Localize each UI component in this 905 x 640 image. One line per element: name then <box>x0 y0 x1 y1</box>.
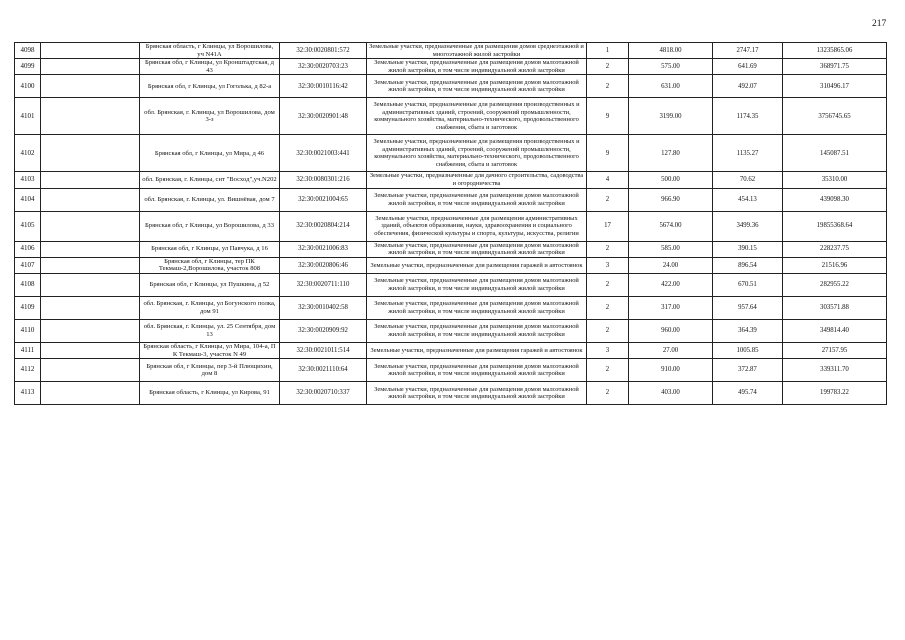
group-code-cell: 2 <box>587 241 629 257</box>
land-use-cell: Земельные участки, предназначенные для размещения гаражей и автостоянок <box>367 342 587 358</box>
cadastral-number-cell: 32:30:0010116:42 <box>280 75 367 98</box>
cadastral-number-cell: 32:30:0021110:64 <box>280 359 367 382</box>
row-number-cell: 4108 <box>15 273 41 296</box>
cadastral-value-cell: 27157.95 <box>783 342 887 358</box>
cadastral-number-cell: 32:30:0020703:23 <box>280 59 367 75</box>
address-cell: Брянская область, г Клинцы, ул Ворошилова, уч N41А <box>140 43 280 59</box>
address-cell: Брянская обл, г Клинцы, ул Павчука, д 16 <box>140 241 280 257</box>
group-code-cell: 2 <box>587 296 629 319</box>
group-code-cell: 2 <box>587 188 629 211</box>
cadastral-number-cell: 32:30:0010402:58 <box>280 296 367 319</box>
spacer-cell <box>41 241 140 257</box>
unit-value-cell: 2747.17 <box>713 43 783 59</box>
address-cell: обл. Брянская, г. Клинцы, ул Ворошилова, дом 3-з <box>140 98 280 135</box>
unit-value-cell: 3499.36 <box>713 211 783 241</box>
cadastral-value-cell: 13235865.06 <box>783 43 887 59</box>
cadastral-number-cell: 32:30:0021006:83 <box>280 241 367 257</box>
unit-value-cell: 364.39 <box>713 319 783 342</box>
cadastral-value-cell: 3756745.65 <box>783 98 887 135</box>
table-body <box>15 43 887 405</box>
group-code-cell: 1 <box>587 43 629 59</box>
cadastral-value-cell: 339311.70 <box>783 359 887 382</box>
page-number: 217 <box>872 19 887 29</box>
group-code-cell: 9 <box>587 135 629 172</box>
cadastral-value-cell: 439098.30 <box>783 188 887 211</box>
cadastral-number-cell: 32:30:0020806:46 <box>280 257 367 273</box>
spacer-cell <box>41 75 140 98</box>
table-row <box>15 342 887 358</box>
address-cell: обл. Брянская, г. Клинцы, ул. 25 Сентября, дом 13 <box>140 319 280 342</box>
area-cell: 575.00 <box>629 59 713 75</box>
table-row <box>15 98 887 135</box>
area-cell: 27.00 <box>629 342 713 358</box>
row-number-cell: 4112 <box>15 359 41 382</box>
cadastral-value-cell: 310496.17 <box>783 75 887 98</box>
spacer-cell <box>41 211 140 241</box>
table-row <box>15 296 887 319</box>
land-use-cell: Земельные участки, предназначенные для размещения домов малоэтажной жилой застройки, в том числе индивидуальной жилой застройки <box>367 319 587 342</box>
cadastral-number-cell: 32:30:0080301:216 <box>280 172 367 188</box>
table-row <box>15 241 887 257</box>
cadastral-value-cell: 303571.88 <box>783 296 887 319</box>
land-use-cell: Земельные участки, предназначенные для размещения производственных и административных зданий, строений, сооружений промышленности, коммунального хозяйства, материально-технического, продовольственного снабжения, сбыта и заготовок <box>367 98 587 135</box>
area-cell: 966.90 <box>629 188 713 211</box>
row-number-cell: 4109 <box>15 296 41 319</box>
group-code-cell: 17 <box>587 211 629 241</box>
table-row <box>15 172 887 188</box>
cadastral-value-cell: 282955.22 <box>783 273 887 296</box>
unit-value-cell: 495.74 <box>713 382 783 405</box>
land-use-cell: Земельные участки, предназначенные для дачного строительства, садоводства и огородничества <box>367 172 587 188</box>
area-cell: 127.80 <box>629 135 713 172</box>
row-number-cell: 4106 <box>15 241 41 257</box>
spacer-cell <box>41 382 140 405</box>
address-cell: Брянская обл, г Клинцы, ул Гоголька, д 82-а <box>140 75 280 98</box>
spacer-cell <box>41 135 140 172</box>
row-number-cell: 4098 <box>15 43 41 59</box>
spacer-cell <box>41 59 140 75</box>
unit-value-cell: 372.87 <box>713 359 783 382</box>
spacer-cell <box>41 319 140 342</box>
table-row <box>15 319 887 342</box>
spacer-cell <box>41 98 140 135</box>
table-row <box>15 359 887 382</box>
unit-value-cell: 390.15 <box>713 241 783 257</box>
unit-value-cell: 1005.85 <box>713 342 783 358</box>
area-cell: 500.00 <box>629 172 713 188</box>
land-use-cell: Земельные участки, предназначенные для размещения производственных и административных зданий, строений, сооружений промышленности, коммунального хозяйства, материально-технического, продовольственного снабжения, сбыта и заготовок <box>367 135 587 172</box>
row-number-cell: 4101 <box>15 98 41 135</box>
unit-value-cell: 957.64 <box>713 296 783 319</box>
unit-value-cell: 896.54 <box>713 257 783 273</box>
group-code-cell: 2 <box>587 382 629 405</box>
group-code-cell: 2 <box>587 75 629 98</box>
land-use-cell: Земельные участки, предназначенные для размещения домов малоэтажной жилой застройки, в том числе индивидуальной жилой застройки <box>367 273 587 296</box>
table-row <box>15 59 887 75</box>
land-use-cell: Земельные участки, предназначенные для размещения домов малоэтажной жилой застройки, в том числе индивидуальной жилой застройки <box>367 296 587 319</box>
row-number-cell: 4103 <box>15 172 41 188</box>
land-use-cell: Земельные участки, предназначенные для размещения домов малоэтажной жилой застройки, в том числе индивидуальной жилой застройки <box>367 188 587 211</box>
cadastral-value-cell: 35310.00 <box>783 172 887 188</box>
area-cell: 910.00 <box>629 359 713 382</box>
land-use-cell: Земельные участки, предназначенные для размещения домов среднеэтажной и многоэтажной жилой застройки <box>367 43 587 59</box>
address-cell: Брянская обл, г Клинцы, ул Пушкина, д 52 <box>140 273 280 296</box>
table-row <box>15 135 887 172</box>
address-cell: обл. Брянская, г. Клинцы, ул Богунского полка, дом 91 <box>140 296 280 319</box>
area-cell: 3199.00 <box>629 98 713 135</box>
land-use-cell: Земельные участки, предназначенные для размещения гаражей и автостоянок <box>367 257 587 273</box>
table-row <box>15 211 887 241</box>
row-number-cell: 4107 <box>15 257 41 273</box>
table-row <box>15 382 887 405</box>
address-cell: Брянская обл, г Клинцы, ул Мира, д 46 <box>140 135 280 172</box>
cadastral-number-cell: 32:30:0020801:572 <box>280 43 367 59</box>
table-row <box>15 188 887 211</box>
cadastral-number-cell: 32:30:0020901:48 <box>280 98 367 135</box>
group-code-cell: 2 <box>587 319 629 342</box>
row-number-cell: 4110 <box>15 319 41 342</box>
unit-value-cell: 70.62 <box>713 172 783 188</box>
address-cell: Брянская обл, г Клинцы, пер 3-й Плющихин, дом 8 <box>140 359 280 382</box>
land-use-cell: Земельные участки, предназначенные для размещения домов малоэтажной жилой застройки, в том числе индивидуальной жилой застройки <box>367 59 587 75</box>
spacer-cell <box>41 342 140 358</box>
cadastral-value-cell: 368971.75 <box>783 59 887 75</box>
area-cell: 403.00 <box>629 382 713 405</box>
land-use-cell: Земельные участки, предназначенные для размещения домов малоэтажной жилой застройки, в том числе индивидуальной жилой застройки <box>367 359 587 382</box>
group-code-cell: 2 <box>587 359 629 382</box>
area-cell: 422.00 <box>629 273 713 296</box>
address-cell: Брянская обл, г Клинцы, тер ПК Текмаш-2,Ворошилова, участок 808 <box>140 257 280 273</box>
cadastral-number-cell: 32:30:0021003:441 <box>280 135 367 172</box>
row-number-cell: 4113 <box>15 382 41 405</box>
cadastral-number-cell: 32:30:0021011:514 <box>280 342 367 358</box>
cadastral-number-cell: 32:30:0020710:337 <box>280 382 367 405</box>
cadastral-number-cell: 32:30:0020909:92 <box>280 319 367 342</box>
cadastral-number-cell: 32:30:0020804:214 <box>280 211 367 241</box>
row-number-cell: 4111 <box>15 342 41 358</box>
land-use-cell: Земельные участки, предназначенные для размещения домов малоэтажной жилой застройки, в том числе индивидуальной жилой застройки <box>367 75 587 98</box>
unit-value-cell: 641.69 <box>713 59 783 75</box>
group-code-cell: 3 <box>587 342 629 358</box>
address-cell: Брянская область, г Клинцы, ул Кирова, 91 <box>140 382 280 405</box>
unit-value-cell: 670.51 <box>713 273 783 296</box>
group-code-cell: 2 <box>587 273 629 296</box>
group-code-cell: 9 <box>587 98 629 135</box>
row-number-cell: 4100 <box>15 75 41 98</box>
area-cell: 5674.00 <box>629 211 713 241</box>
spacer-cell <box>41 273 140 296</box>
area-cell: 317.00 <box>629 296 713 319</box>
land-use-cell: Земельные участки, предназначенные для размещения домов малоэтажной жилой застройки, в том числе индивидуальной жилой застройки <box>367 241 587 257</box>
address-cell: обл. Брянская, г. Клинцы, снт "Восход",уч.N202 <box>140 172 280 188</box>
area-cell: 960.00 <box>629 319 713 342</box>
cadastral-value-cell: 145087.51 <box>783 135 887 172</box>
table-row <box>15 273 887 296</box>
cadastral-value-cell: 21516.96 <box>783 257 887 273</box>
land-use-cell: Земельные участки, предназначенные для размещения домов малоэтажной жилой застройки, в том числе индивидуальной жилой застройки <box>367 382 587 405</box>
spacer-cell <box>41 359 140 382</box>
group-code-cell: 2 <box>587 59 629 75</box>
table-row <box>15 43 887 59</box>
spacer-cell <box>41 172 140 188</box>
spacer-cell <box>41 257 140 273</box>
unit-value-cell: 454.13 <box>713 188 783 211</box>
cadastral-value-cell: 228237.75 <box>783 241 887 257</box>
table-row <box>15 257 887 273</box>
unit-value-cell: 1135.27 <box>713 135 783 172</box>
spacer-cell <box>41 296 140 319</box>
land-registry-table <box>14 42 887 405</box>
cadastral-number-cell: 32:30:0020711:110 <box>280 273 367 296</box>
row-number-cell: 4099 <box>15 59 41 75</box>
land-use-cell: Земельные участки, предназначенные для размещения административных зданий, объектов образования, науки, здравоохранения и социального обеспечения, физической культуры и спорта, культуры, искусства, религии <box>367 211 587 241</box>
row-number-cell: 4105 <box>15 211 41 241</box>
cadastral-number-cell: 32:30:0021004:65 <box>280 188 367 211</box>
address-cell: Брянская обл, г Клинцы, ул Ворошилова, д 33 <box>140 211 280 241</box>
area-cell: 24.00 <box>629 257 713 273</box>
group-code-cell: 3 <box>587 257 629 273</box>
unit-value-cell: 492.07 <box>713 75 783 98</box>
row-number-cell: 4104 <box>15 188 41 211</box>
unit-value-cell: 1174.35 <box>713 98 783 135</box>
area-cell: 4818.00 <box>629 43 713 59</box>
spacer-cell <box>41 43 140 59</box>
row-number-cell: 4102 <box>15 135 41 172</box>
address-cell: Брянская область, г Клинцы, ул Мира, 104-а, П К Текмаш-3, участок N 49 <box>140 342 280 358</box>
table-row <box>15 75 887 98</box>
cadastral-value-cell: 19855368.64 <box>783 211 887 241</box>
cadastral-value-cell: 349814.40 <box>783 319 887 342</box>
area-cell: 585.00 <box>629 241 713 257</box>
cadastral-value-cell: 199783.22 <box>783 382 887 405</box>
spacer-cell <box>41 188 140 211</box>
address-cell: Брянская обл, г Клинцы, ул Кронштадтская, д 43 <box>140 59 280 75</box>
area-cell: 631.00 <box>629 75 713 98</box>
address-cell: обл. Брянская, г. Клинцы, ул. Вишнёвая, дом 7 <box>140 188 280 211</box>
group-code-cell: 4 <box>587 172 629 188</box>
